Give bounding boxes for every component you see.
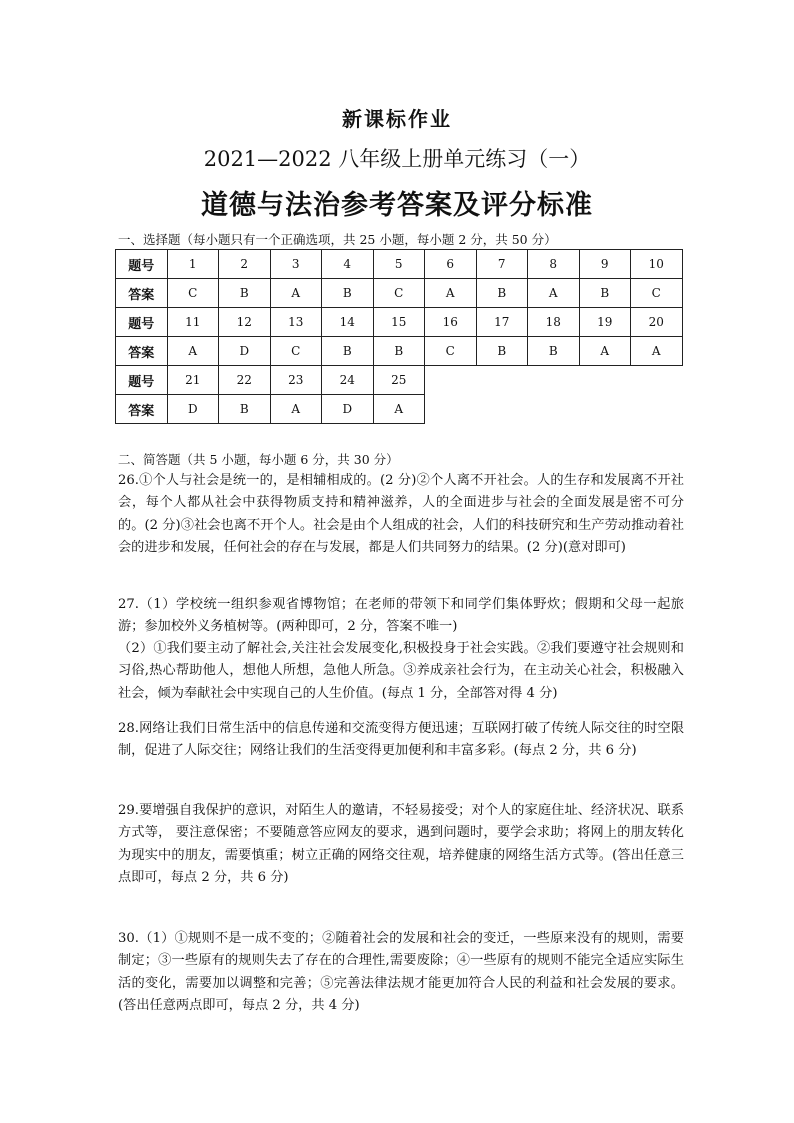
answer-q27-part1: 27.（1）学校统一组织参观省博物馆；在老师的带领下和同学们集体野炊；假期和父母一起旅游；参加校外义务植树等。(两种即可，2 分，答案不唯一) — [118, 597, 684, 635]
answer-cell: D — [322, 395, 374, 424]
answer-row — [116, 337, 683, 366]
answer-cell: B — [219, 279, 271, 308]
answer-cell: C — [167, 279, 219, 308]
question-number-cell: 22 — [219, 366, 271, 395]
row-label-question: 题号 — [116, 308, 168, 337]
question-number-cell: 19 — [579, 308, 631, 337]
question-number-cell: 12 — [219, 308, 271, 337]
answer-cell: B — [528, 337, 580, 366]
question-number-cell: 20 — [631, 308, 683, 337]
answer-cell: B — [373, 337, 425, 366]
question-number-cell: 14 — [322, 308, 374, 337]
question-number-cell: 7 — [476, 250, 528, 279]
question-number-cell: 15 — [373, 308, 425, 337]
question-number-cell: 13 — [270, 308, 322, 337]
question-number-cell: 21 — [167, 366, 219, 395]
answer-q26: 26.①个人与社会是统一的，是相辅相成的。(2 分)②个人离不开社会。人的生存和发展离不开社会，每个人都从社会中获得物质支持和精神滋养，人的全面进步与社会的全面发展是密不可分的。(2 分)③社会也离不开个人。社会是由个人组成的社会，人们的科技研究和生产劳动推动着社会的进步和发展，任何社会的存在与发展，都是人们共同努力的结果。(2 分)(意对即可) — [118, 473, 684, 555]
answer-cell: D — [219, 337, 271, 366]
question-number-cell: 23 — [270, 366, 322, 395]
answer-cell: A — [528, 279, 580, 308]
question-number-cell: 9 — [579, 250, 631, 279]
question-number-cell: 16 — [425, 308, 477, 337]
question-number-cell: 17 — [476, 308, 528, 337]
answer-q27-part2: （2）①我们要主动了解社会,关注社会发展变化,积极投身于社会实践。②我们要遵守社会规则和习俗,热心帮助他人，想他人所想，急他人所急。③养成亲社会行为，在主动关心社会，积极融入社会，倾为奉献社会中实现自己的人生价值。(每点 1 分，全部答对得 4 分) — [118, 641, 684, 701]
question-number-cell: 8 — [528, 250, 580, 279]
question-number-cell: 24 — [322, 366, 374, 395]
answer-cell: A — [270, 395, 322, 424]
question-number-cell: 5 — [373, 250, 425, 279]
row-label-question: 题号 — [116, 366, 168, 395]
question-number-cell: 25 — [373, 366, 425, 395]
answer-cell: A — [579, 337, 631, 366]
question-number-cell: 11 — [167, 308, 219, 337]
question-number-row — [116, 366, 683, 395]
row-label-answer: 答案 — [116, 395, 168, 424]
row-label-question: 题号 — [116, 250, 168, 279]
question-number-cell: 3 — [270, 250, 322, 279]
answer-cell: C — [631, 279, 683, 308]
section1-heading: 一、选择题（每小题只有一个正确选项，共 25 小题，每小题 2 分，共 50 分） — [118, 232, 557, 247]
answer-cell: A — [631, 337, 683, 366]
answer-cell: B — [322, 337, 374, 366]
answer-cell: B — [476, 337, 528, 366]
answer-cell: B — [579, 279, 631, 308]
answer-q28: 28.网络让我们日常生活中的信息传递和交流变得方便迅速；互联网打破了传统人际交往的时空限制，促进了人际交往；网络让我们的生活变得更加便利和丰富多彩。(每点 2 分，共 6 分) — [118, 721, 684, 759]
row-label-answer: 答案 — [116, 337, 168, 366]
answer-cell: C — [373, 279, 425, 308]
question-number-cell: 2 — [219, 250, 271, 279]
answer-cell: B — [476, 279, 528, 308]
answer-cell: A — [167, 337, 219, 366]
answer-cell: A — [425, 279, 477, 308]
answer-cell: A — [270, 279, 322, 308]
document-title-main: 道德与法治参考答案及评分标准 — [201, 190, 593, 221]
question-number-row — [116, 308, 683, 337]
answer-cell: C — [270, 337, 322, 366]
answer-q30: 30.（1）①规则不是一成不变的；②随着社会的发展和社会的变迁，一些原来没有的规则，需要制定；③一些原有的规则失去了存在的合理性,需要废除；④一些原有的规则不能完全适应实际生活的变化，需要加以调整和完善；⑤完善法律法规才能更加符合人民的利益和社会发展的要求。(答出任意两点即可，每点 2 分，共 4 分) — [118, 931, 684, 1013]
answer-cell: C — [425, 337, 477, 366]
answer-row — [116, 395, 683, 424]
question-number-cell: 10 — [631, 250, 683, 279]
empty-cell — [425, 366, 683, 395]
document-title-series: 新课标作业 — [342, 107, 452, 131]
question-number-cell: 4 — [322, 250, 374, 279]
answer-cell: B — [219, 395, 271, 424]
answer-cell: A — [373, 395, 425, 424]
answer-table — [115, 249, 683, 424]
question-number-cell: 18 — [528, 308, 580, 337]
answer-q29: 29.要增强自我保护的意识，对陌生人的邀请，不轻易接受；对个人的家庭住址、经济状况、联系方式等， 要注意保密；不要随意答应网友的要求，遇到问题时，要学会求助；将网上的朋友转化为现实中的朋友，需要慎重；树立正确的网络交往观，培养健康的网络生活方式等。(答出任意三点即可，每点 2 分，共 6 分) — [118, 803, 684, 885]
question-number-cell: 6 — [425, 250, 477, 279]
question-number-cell: 1 — [167, 250, 219, 279]
answer-cell: B — [322, 279, 374, 308]
answer-row — [116, 279, 683, 308]
empty-cell — [425, 395, 683, 424]
answer-cell: D — [167, 395, 219, 424]
row-label-answer: 答案 — [116, 279, 168, 308]
section2-heading: 二、简答题（共 5 小题，每小题 6 分，共 30 分） — [118, 452, 399, 467]
document-title-unit: 2021—2022 八年级上册单元练习（一） — [203, 147, 591, 171]
question-number-row — [116, 250, 683, 279]
